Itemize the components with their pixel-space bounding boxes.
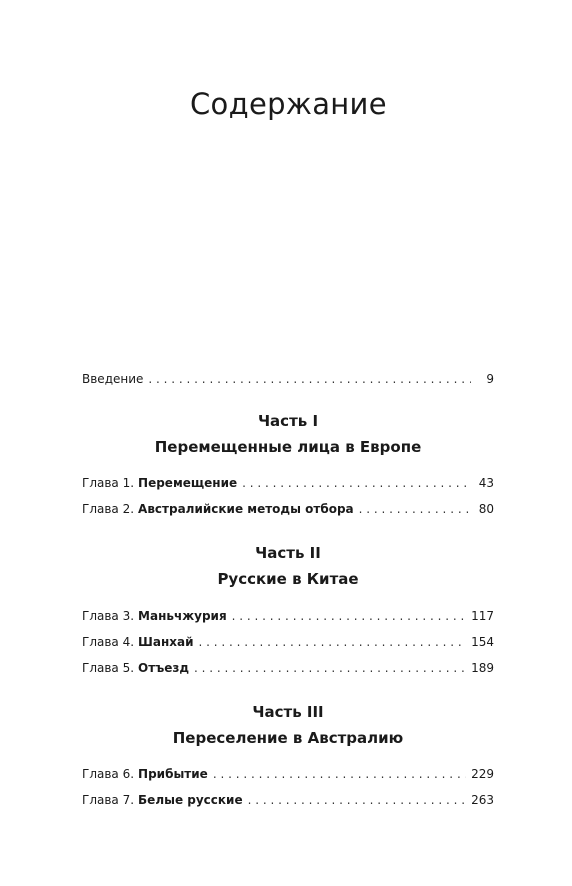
part-number: Часть III: [252, 703, 324, 721]
toc-page-number: 263: [471, 793, 494, 807]
toc-page-number: 43: [478, 476, 494, 490]
dot-leader: [213, 765, 466, 783]
part-number: Часть II: [255, 544, 321, 562]
page-title: Содержание: [190, 87, 387, 121]
toc-page-number: 117: [471, 609, 494, 623]
dot-leader: [194, 659, 466, 677]
dot-leader: [248, 791, 466, 809]
toc-entry-chapter[interactable]: [82, 607, 494, 625]
chapter-number: Глава 2.: [82, 502, 135, 516]
dot-leader: [148, 370, 471, 388]
chapter-title: Прибытие: [138, 767, 208, 781]
toc-entry-chapter[interactable]: [82, 474, 494, 492]
chapter-title: Белые русские: [138, 793, 243, 807]
chapter-number: Глава 6.: [82, 767, 135, 781]
toc-page-number: 154: [471, 635, 494, 649]
toc-entry-chapter[interactable]: [82, 659, 494, 677]
part-title: Перемещенные лица в Европе: [154, 438, 422, 456]
chapter-title: Отъезд: [138, 661, 190, 675]
chapter-title: Шанхай: [138, 635, 194, 649]
dot-leader: [359, 500, 471, 518]
dot-leader: [199, 633, 467, 651]
toc-page-number: 80: [478, 502, 494, 516]
part-title: Русские в Китае: [217, 570, 359, 588]
toc-page-number: 189: [471, 661, 494, 675]
chapter-number: Глава 4.: [82, 635, 135, 649]
toc-entry-chapter[interactable]: [82, 500, 494, 518]
chapter-number: Глава 5.: [82, 661, 135, 675]
dot-leader: [232, 607, 466, 625]
toc-entry-chapter[interactable]: [82, 765, 494, 783]
toc-entry-chapter[interactable]: [82, 791, 494, 809]
toc-page-number: 229: [471, 767, 494, 781]
chapter-number: Глава 1.: [82, 476, 135, 490]
chapter-title: Перемещение: [138, 476, 238, 490]
dot-leader: [242, 474, 471, 492]
chapter-title: Австралийские методы отбора: [138, 502, 354, 516]
part-title: Переселение в Австралию: [172, 729, 404, 747]
part-number: Часть I: [257, 412, 319, 430]
chapter-title: Маньчжурия: [138, 609, 227, 623]
chapter-number: Глава 7.: [82, 793, 135, 807]
toc-entry-chapter[interactable]: [82, 633, 494, 651]
toc-entry-label: Введение: [82, 372, 144, 386]
toc-entry-intro[interactable]: [82, 370, 494, 388]
chapter-number: Глава 3.: [82, 609, 135, 623]
toc-page-number: 9: [486, 372, 494, 386]
